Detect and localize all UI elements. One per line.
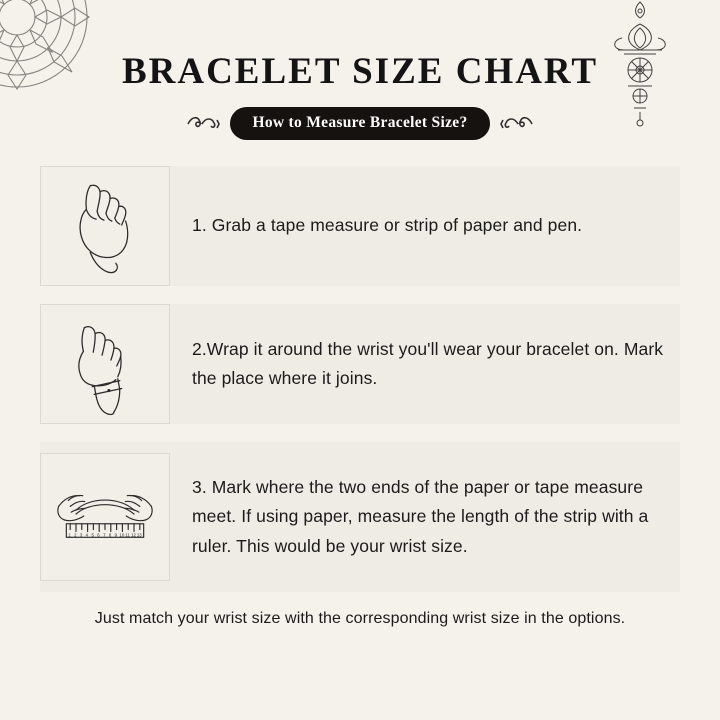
flourish-left-icon bbox=[186, 114, 220, 134]
step-text: 1. Grab a tape measure or strip of paper and pen. bbox=[192, 215, 583, 236]
svg-text:8: 8 bbox=[108, 532, 112, 538]
svg-text:9: 9 bbox=[114, 532, 118, 538]
svg-text:6: 6 bbox=[97, 532, 100, 538]
svg-text:3: 3 bbox=[79, 532, 83, 538]
hands-measuring-strip-with-ruler-illustration bbox=[40, 453, 170, 581]
footer-note: Just match your wrist size with the corresponding wrist size in the options. bbox=[94, 610, 626, 627]
page-title: BRACELET SIZE CHART bbox=[121, 51, 599, 92]
flourish-right-icon bbox=[500, 114, 534, 134]
step-text: 3. Mark where the two ends of the paper or tape measure meet. If using paper, measure the length of the strip with a ruler. This would be your wrist size. bbox=[192, 476, 649, 556]
svg-text:7: 7 bbox=[103, 532, 106, 538]
svg-text:1: 1 bbox=[68, 532, 71, 538]
svg-text:11: 11 bbox=[125, 532, 130, 538]
fist-hand-illustration bbox=[40, 166, 170, 286]
list-item bbox=[40, 442, 680, 592]
subtitle-badge: How to Measure Bracelet Size? bbox=[230, 107, 489, 140]
hand-with-tape-around-wrist-illustration bbox=[40, 304, 170, 424]
svg-text:13: 13 bbox=[136, 532, 142, 538]
list-item bbox=[40, 166, 680, 286]
svg-text:10: 10 bbox=[119, 532, 125, 538]
svg-text:2: 2 bbox=[74, 532, 77, 538]
subtitle-row bbox=[0, 107, 720, 140]
list-item bbox=[40, 304, 680, 424]
steps-list bbox=[0, 166, 720, 592]
step-text: 2.Wrap it around the wrist you'll wear your bracelet on. Mark the place where it joins. bbox=[192, 338, 664, 388]
svg-text:5: 5 bbox=[91, 532, 94, 538]
svg-text:4: 4 bbox=[85, 532, 89, 538]
svg-text:12: 12 bbox=[131, 532, 136, 538]
